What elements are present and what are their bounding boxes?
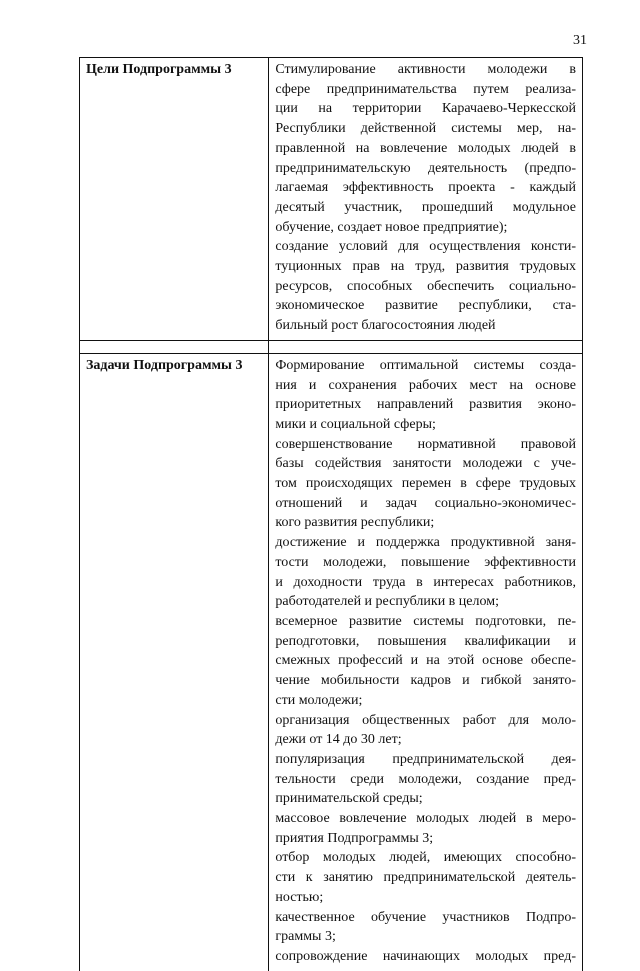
text-line: сопровождение начинающих молодых пред- bbox=[275, 948, 576, 964]
text-line: Республики действенной системы мер, на- bbox=[275, 121, 576, 137]
text-line: принимательской среды; bbox=[275, 791, 423, 807]
text-line: кого развития республики; bbox=[275, 515, 435, 531]
text-line: смежных профессий и на этой основе обеспе- bbox=[275, 653, 576, 669]
text-line: организация общественных работ для моло- bbox=[275, 712, 576, 728]
text-line: отношений и задач социально-экономичес- bbox=[275, 495, 576, 511]
text-line: обучение, создает новое предприятие); bbox=[275, 219, 508, 235]
text-line: ния и сохранения рабочих мест на основе bbox=[275, 377, 576, 393]
text-line: сти молодежи; bbox=[275, 692, 363, 708]
text-line: реподготовки, повышения квалификации и bbox=[275, 633, 576, 649]
text-line: и доходности труда в интересах работников, bbox=[275, 574, 576, 590]
text-line: ресурсов, способных обеспечить социально- bbox=[275, 278, 576, 294]
text-line: сти к занятию предпринимательской деятель- bbox=[275, 870, 576, 886]
text-line: качественное обучение участников Подпро- bbox=[275, 909, 576, 925]
text-line: том происходящих перемен в сфере трудовых bbox=[275, 476, 576, 492]
text-line: Формирование оптимальной системы созда- bbox=[275, 357, 576, 373]
text-line: достижение и поддержка продуктивной заня- bbox=[275, 535, 576, 551]
text-line: приоритетных направлений развития эконо- bbox=[275, 397, 576, 413]
text-line: Стимулирование активности молодежи в bbox=[275, 62, 576, 77]
text-line: базы содействия занятости молодежи с уче- bbox=[275, 456, 576, 472]
text-line: тельности среди молодежи, создание пред- bbox=[275, 771, 576, 787]
tasks-content bbox=[269, 353, 583, 970]
text-line: десятый участник, прошедший модульное bbox=[275, 199, 576, 215]
text-line: дежи от 14 до 30 лет; bbox=[275, 732, 402, 748]
text-line: популяризация предпринимательской дея- bbox=[275, 751, 576, 767]
subprogram-table bbox=[79, 57, 583, 971]
text-line: приятия Подпрограммы 3; bbox=[275, 830, 434, 846]
text-line: работодателей и республики в целом; bbox=[275, 594, 499, 610]
text-line: экономическое развитие республики, ста- bbox=[275, 298, 576, 314]
text-line: совершенствование нормативной правовой bbox=[275, 436, 576, 452]
page-number: 31 bbox=[573, 33, 587, 48]
text-line: тости молодежи, повышение эффективности bbox=[275, 554, 576, 570]
goals-content bbox=[269, 58, 583, 341]
table-row-goals bbox=[80, 58, 583, 341]
table-row-tasks bbox=[80, 353, 583, 970]
text-line: чение мобильности кадров и гибкой занято- bbox=[275, 673, 576, 689]
text-line: ностью; bbox=[275, 889, 324, 905]
text-line: массовое вовлечение молодых людей в меро- bbox=[275, 811, 576, 827]
text-line: всемерное развитие системы подготовки, пе- bbox=[275, 613, 576, 629]
text-line: правленной на вовлечение молодых людей в bbox=[275, 140, 576, 156]
text-line: лагаемая эффективность проекта - каждый bbox=[275, 180, 576, 196]
text-line: бильный рост благосостояния людей bbox=[275, 318, 496, 334]
text-line: ции на территории Карачаево-Черкесской bbox=[275, 101, 576, 117]
text-line: граммы 3; bbox=[275, 929, 336, 945]
text-line: отбор молодых людей, имеющих способно- bbox=[275, 850, 576, 866]
goals-label: Цели Подпрограммы 3 bbox=[80, 58, 269, 341]
text-line: предпринимательскую деятельность (предпо- bbox=[275, 160, 576, 176]
text-line: мики и социальной сферы; bbox=[275, 416, 436, 432]
text-line: туционных прав на труд, развития трудовых bbox=[275, 259, 576, 275]
tasks-label: Задачи Подпрограммы 3 bbox=[80, 353, 269, 970]
table-spacer bbox=[80, 340, 583, 353]
text-line: создание условий для осуществления консти- bbox=[275, 239, 576, 255]
text-line: сфере предпринимательства путем реализа- bbox=[275, 81, 576, 97]
